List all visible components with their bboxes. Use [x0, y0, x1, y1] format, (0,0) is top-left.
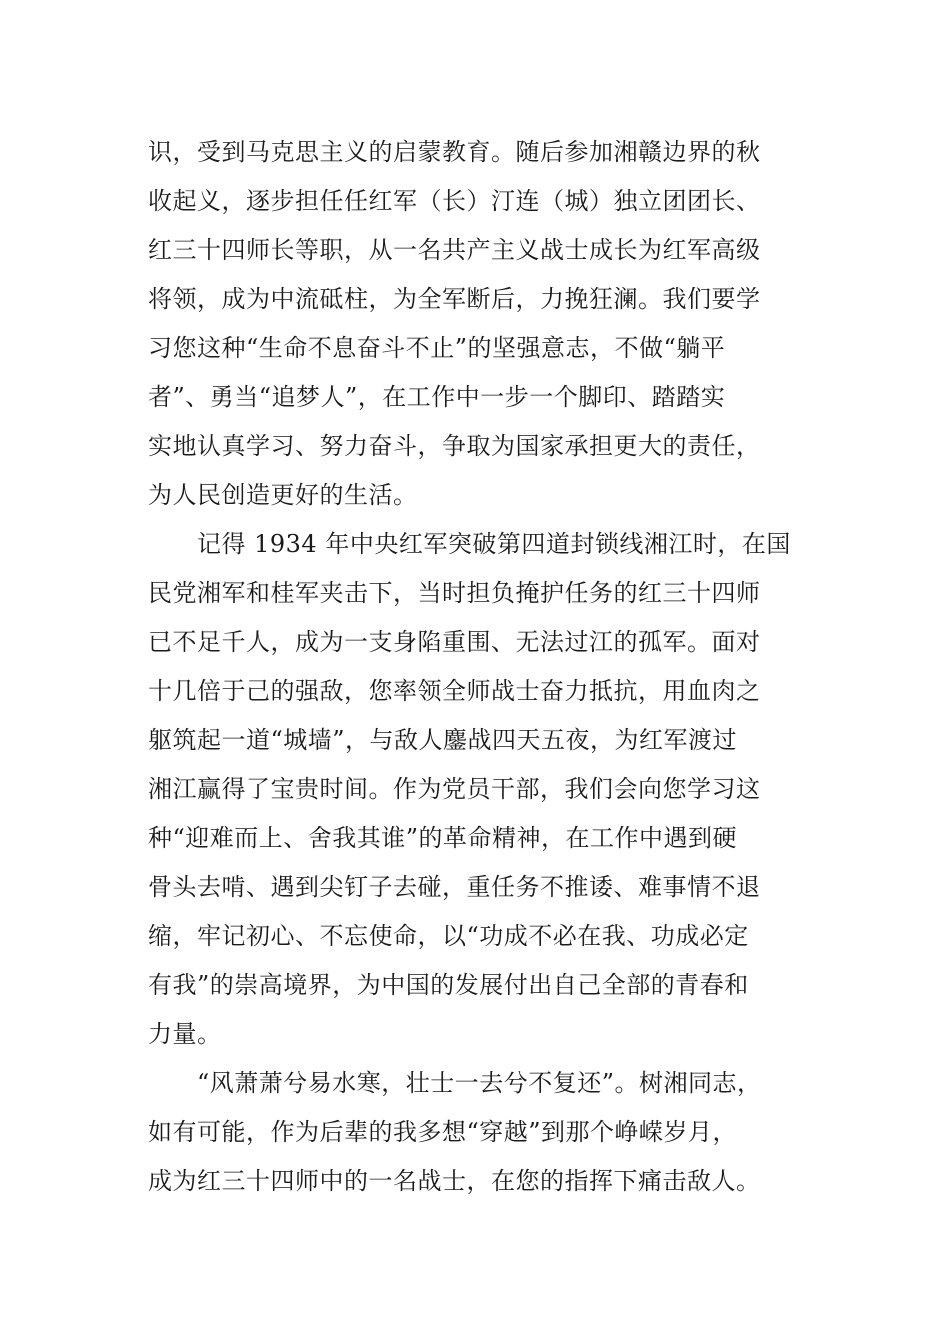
text-line: 者”、勇当“追梦人”，在工作中一步一个脚印、踏踏实	[148, 383, 726, 411]
text-line: 已不足千人，成为一支身陷重围、无法过江的孤军。面对	[148, 628, 761, 656]
text-line: 将领，成为中流砥柱，为全军断后，力挽狂澜。我们要学	[148, 285, 761, 313]
text-line: 躯筑起一道“城墙”，与敌人鏖战四天五夜，为红军渡过	[148, 726, 738, 754]
text-line: 湘江赢得了宝贵时间。作为党员干部，我们会向您学习这	[148, 775, 761, 803]
text-line: 收起义，逐步担任任红军（长）汀连（城）独立团团长、	[148, 187, 761, 215]
text-line: 种“迎难而上、舍我其谁”的革命精神，在工作中遇到硬	[148, 824, 738, 852]
text-line: 民党湘军和桂军夹击下，当时担负掩护任务的红三十四师	[148, 579, 761, 607]
text-line: 为人民创造更好的生活。	[148, 481, 418, 509]
text-line: 缩，牢记初心、不忘使命，以“功成不必在我、功成必定	[148, 922, 749, 950]
text-line: 识，受到马克思主义的启蒙教育。随后参加湘赣边界的秋	[148, 138, 761, 166]
text-line: “风萧萧兮易水寒，壮士一去兮不复还”。树湘同志，	[148, 1069, 762, 1097]
text-line: 有我”的崇高境界，为中国的发展付出自己全部的青春和	[148, 971, 749, 999]
text-line: 习您这种“生命不息奋斗不止”的坚强意志，不做“躺平	[148, 334, 726, 362]
text-line: 十几倍于己的强敌，您率领全师战士奋力抵抗，用血肉之	[148, 677, 761, 705]
body-text	[148, 128, 808, 1206]
text-line: 骨头去啃、遇到尖钉子去碰，重任务不推诿、难事情不退	[148, 873, 761, 901]
text-line: 红三十四师长等职，从一名共产主义战士成长为红军高级	[148, 236, 761, 264]
text-line: 如有可能，作为后辈的我多想“穿越”到那个峥嵘岁月，	[148, 1118, 738, 1146]
text-line: 力量。	[148, 1020, 222, 1048]
text-line: 成为红三十四师中的一名战士，在您的指挥下痛击敌人。	[148, 1167, 761, 1195]
text-line: 实地认真学习、努力奋斗，争取为国家承担更大的责任，	[148, 432, 761, 460]
text-line: 记得 1934 年中央红军突破第四道封锁线湘江时，在国	[148, 530, 791, 558]
